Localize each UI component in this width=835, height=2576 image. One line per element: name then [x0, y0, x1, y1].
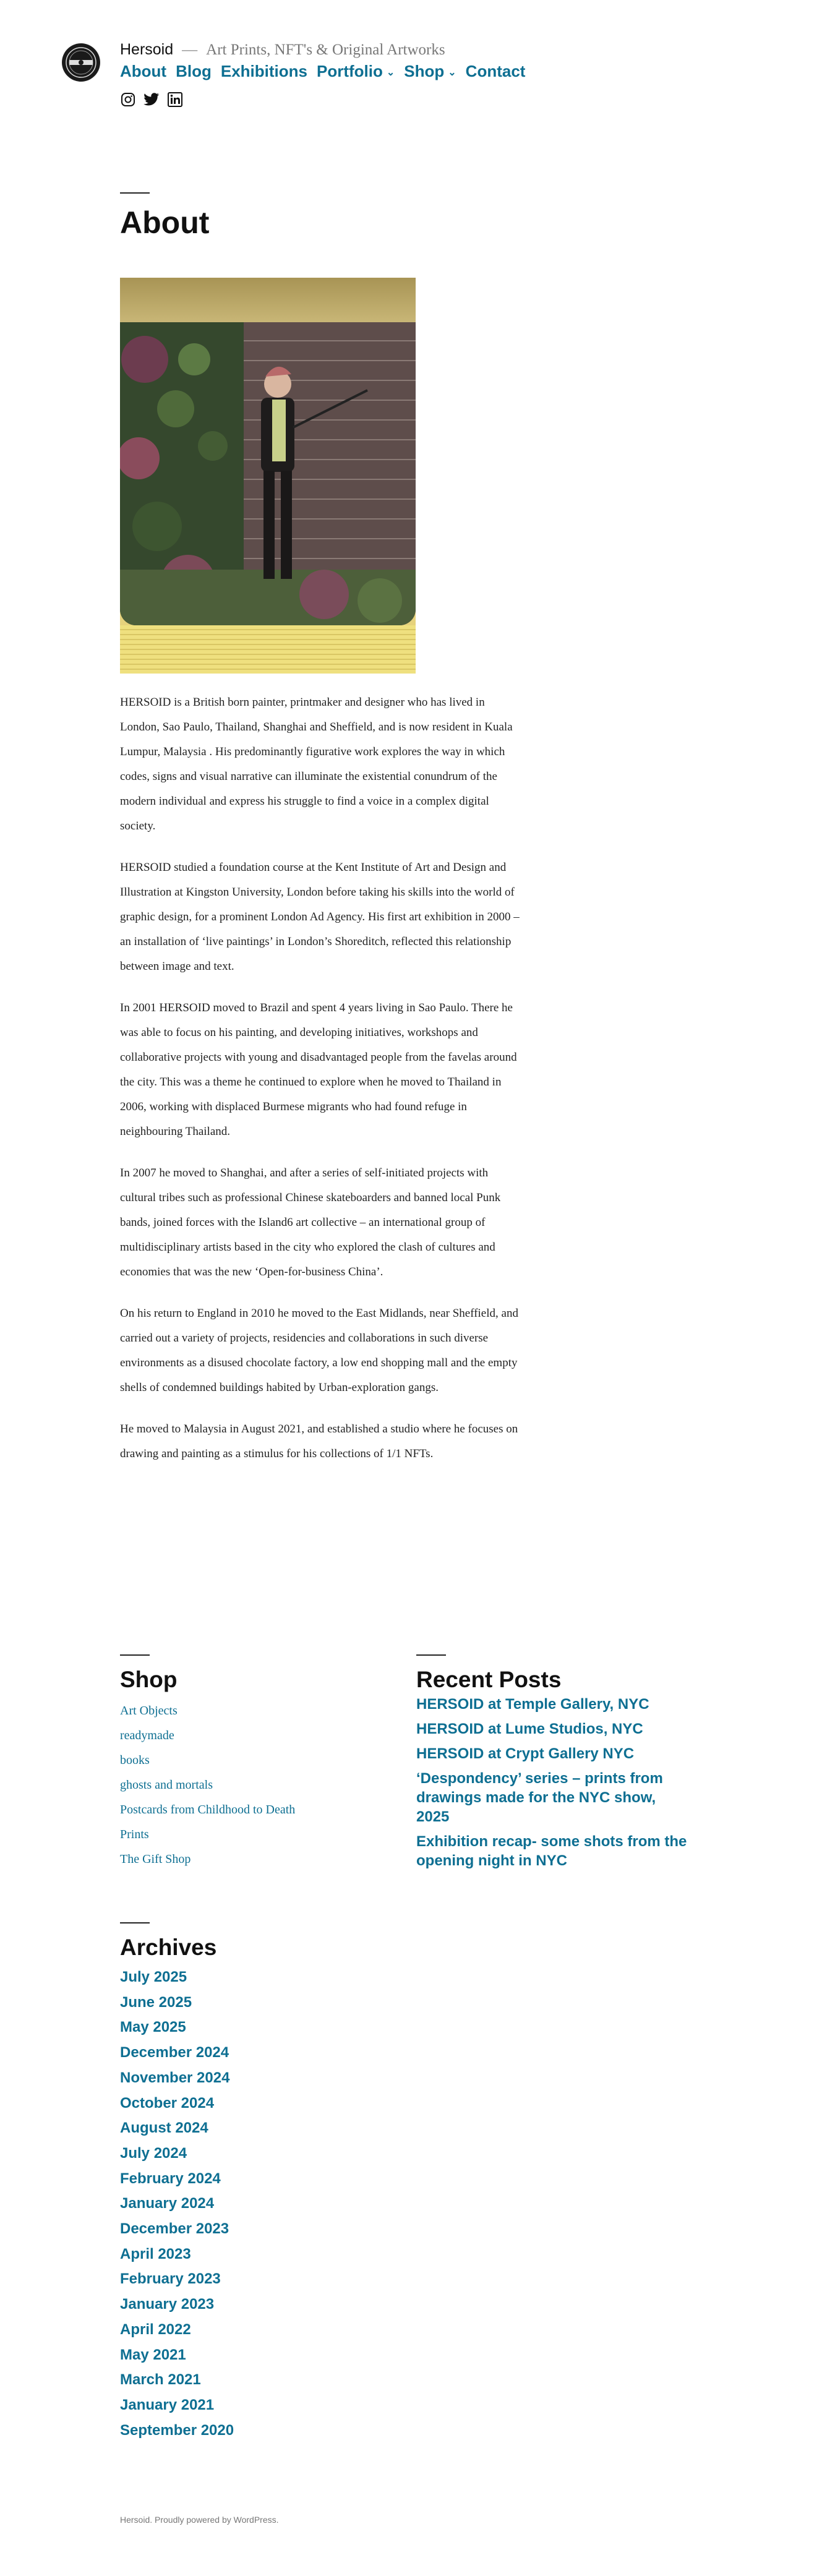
shop-category-link[interactable]: readymade: [120, 1729, 174, 1742]
shop-category-link[interactable]: The Gift Shop: [120, 1852, 191, 1866]
shop-widget-title: Shop: [120, 1667, 178, 1692]
archive-link[interactable]: June 2025: [120, 1993, 192, 2011]
site-tagline: Art Prints, NFT's & Original Artworks: [206, 41, 445, 58]
site-logo[interactable]: [62, 43, 100, 82]
archive-link[interactable]: October 2024: [120, 2094, 215, 2112]
nav-contact-label: Contact: [465, 62, 526, 80]
archive-link[interactable]: January 2023: [120, 2296, 215, 2313]
archives-separator: [120, 1922, 150, 1923]
archive-link[interactable]: May 2025: [120, 2019, 186, 2036]
bio-paragraph: On his return to England in 2010 he moved to the East Midlands, near Sheffield, and carried out a variety of projects, residencies and collaborations in such diverse environments as a disused chocolate factory, a low end shopping mall and the empty shells of condemned buildings habited by Urban-exploration gangs.: [120, 1307, 518, 1394]
archive-link[interactable]: December 2024: [120, 2044, 229, 2061]
archive-link[interactable]: February 2024: [120, 2170, 221, 2187]
archive-link[interactable]: February 2023: [120, 2270, 221, 2288]
chevron-down-icon[interactable]: ⌄: [448, 67, 456, 78]
archive-link[interactable]: January 2021: [120, 2396, 215, 2413]
archive-link[interactable]: July 2025: [120, 1969, 187, 1985]
twitter-icon[interactable]: [143, 92, 160, 108]
shop-category-link[interactable]: Prints: [120, 1828, 149, 1841]
archive-link[interactable]: December 2023: [120, 2220, 229, 2238]
recent-post-link[interactable]: HERSOID at Temple Gallery, NYC: [416, 1696, 649, 1713]
archive-link[interactable]: September 2020: [120, 2421, 234, 2439]
archive-link[interactable]: July 2024: [120, 2144, 187, 2162]
archive-link[interactable]: March 2021: [120, 2371, 201, 2389]
title-separator: —: [182, 41, 198, 58]
shop-category-link[interactable]: books: [120, 1753, 150, 1767]
child-portrait-illustration: [120, 322, 416, 625]
instagram-icon[interactable]: [120, 92, 136, 108]
nav-shop-label: Shop: [404, 62, 445, 80]
site-title[interactable]: Hersoid: [120, 41, 174, 58]
site-footer: Hersoid. Proudly powered by WordPress.: [120, 2515, 279, 2525]
archive-link[interactable]: November 2024: [120, 2069, 230, 2086]
archive-link[interactable]: May 2021: [120, 2346, 186, 2363]
nav-about[interactable]: [120, 62, 166, 81]
shop-categories: [120, 1698, 295, 1872]
recent-posts-widget-title: Recent Posts: [416, 1667, 562, 1692]
archive-link[interactable]: August 2024: [120, 2120, 208, 2137]
title-separator-line: [120, 192, 150, 194]
artist-photo: [120, 278, 416, 674]
shop-category-link[interactable]: ghosts and mortals: [120, 1778, 213, 1792]
bio-paragraph: In 2001 HERSOID moved to Brazil and spent 4 years living in Sao Paulo. There he was able to focus on his painting, and developing initiatives, workshops and collaborative projects with young and disadvantaged people from the favelas around the city. This was a theme he continued to explore when he moved to Thailand in 2006, working with displaced Burmese migrants who had found refuge in neighbouring Thailand.: [120, 1001, 517, 1138]
shop-category-link[interactable]: Postcards from Childhood to Death: [120, 1803, 296, 1816]
recent-posts-separator: [416, 1654, 446, 1656]
recent-posts-list: [416, 1695, 688, 1876]
nav-exhibitions-label: Exhibitions: [220, 62, 307, 80]
nav-contact[interactable]: [466, 62, 526, 81]
recent-post-link[interactable]: HERSOID at Lume Studios, NYC: [416, 1721, 643, 1737]
nav-blog[interactable]: [176, 62, 212, 81]
shop-category-link[interactable]: Art Objects: [120, 1704, 178, 1718]
archives-list: [120, 1965, 234, 2443]
bio-paragraph: HERSOID is a British born painter, printmaker and designer who has lived in London, Sao Paulo, Thailand, Shanghai and Sheffield, and is now resident in Kuala Lumpur, Malaysia . His predominantly figurative work explores the way in which codes, signs and visual narrative can illuminate the existential conundrum of the modern individual and express his struggle to find a voice in a complex digital society.: [120, 696, 513, 832]
archive-link[interactable]: April 2023: [120, 2245, 191, 2262]
archives-widget-title: Archives: [120, 1935, 217, 1960]
main-navigation: [120, 62, 525, 81]
page-title: About: [120, 205, 210, 240]
photo-top-band: [120, 278, 416, 322]
recent-post-link[interactable]: Exhibition recap- some shots from the opening night in NYC: [416, 1833, 687, 1869]
archive-link[interactable]: January 2024: [120, 2195, 215, 2212]
linkedin-icon[interactable]: [167, 92, 183, 108]
chevron-down-icon[interactable]: ⌄: [386, 67, 395, 78]
nav-blog-label: Blog: [176, 62, 212, 80]
shop-separator: [120, 1654, 150, 1656]
nav-shop[interactable]: [404, 62, 456, 81]
recent-post-link[interactable]: HERSOID at Crypt Gallery NYC: [416, 1745, 635, 1762]
social-links: [120, 92, 183, 108]
photo-bottom-band: [120, 625, 416, 674]
circular-logo-icon: [62, 43, 100, 82]
nav-exhibitions[interactable]: [221, 62, 307, 81]
archive-link[interactable]: April 2022: [120, 2321, 191, 2338]
nav-about-label: About: [120, 62, 167, 80]
site-branding: [120, 40, 445, 60]
bio-paragraph: In 2007 he moved to Shanghai, and after a series of self-initiated projects with cultural tribes such as professional Chinese skateboarders and banned local Punk bands, joined forces with the Island6 art collective – an international group of multidisciplinary artists based in the city who explored the clash of cultures and economies that was the new ‘Open-for-business China’.: [120, 1166, 501, 1278]
photo-scene: [120, 322, 416, 625]
biography: [120, 690, 522, 1483]
nav-portfolio[interactable]: [317, 62, 395, 81]
bio-paragraph: HERSOID studied a foundation course at the Kent Institute of Art and Design and Illustration at Kingston University, London before taking his skills into the world of graphic design, for a prominent London Ad Agency. His first art exhibition in 2000 – an installation of ‘live paintings’ in London’s Shoreditch, reflected this relationship between image and text.: [120, 861, 520, 973]
bio-paragraph: He moved to Malaysia in August 2021, and established a studio where he focuses on drawing and painting as a stimulus for his collections of 1/1 NFTs.: [120, 1423, 518, 1460]
nav-portfolio-label: Portfolio: [316, 62, 383, 80]
recent-post-link[interactable]: ‘Despondency’ series – prints from drawings made for the NYC show, 2025: [416, 1770, 663, 1825]
